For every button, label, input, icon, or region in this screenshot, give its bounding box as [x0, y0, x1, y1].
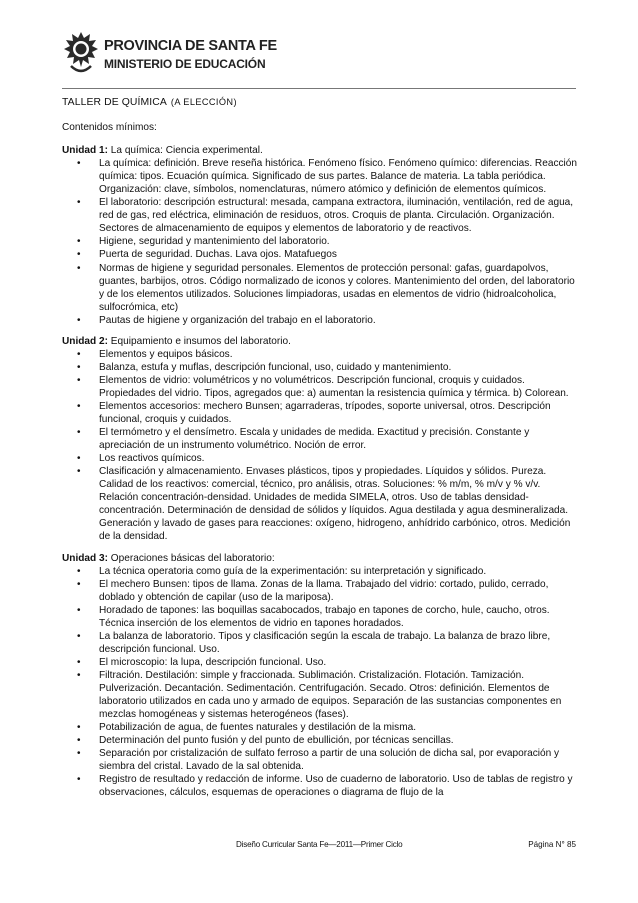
- list-item: • Higiene, seguridad y mantenimiento del laboratorio.: [62, 235, 582, 248]
- list-item: • Filtración. Destilación: simple y fraccionada. Sublimación. Cristalización. Flotación. Tamización. Pulverización. Decantación. Sedimentación. Centrifugación. Secado. Otros: definición. Elementos de laboratorio utilizados en cada uno y armado de equipos. Separación de las sustancias componentes en mezclas homogéneas y sistemas heterogéneos (fases).: [62, 669, 582, 721]
- page-title: [62, 96, 582, 109]
- list-item: • La balanza de laboratorio. Tipos y clasificación según la escala de trabajo. La balanza de brazo libre, descripción funcional. Uso.: [62, 630, 582, 656]
- unit-heading-text: Operaciones básicas del laboratorio:: [107, 552, 275, 564]
- unit-topic-list: [62, 157, 582, 327]
- list-item: • Elementos accesorios: mechero Bunsen; agarraderas, trípodes, soporte universal, otros. Descripción funcional, croquis y cuidados.: [62, 400, 582, 426]
- unit-topic-list: [62, 565, 582, 800]
- list-item: • Puerta de seguridad. Duchas. Lava ojos. Matafuegos: [62, 248, 582, 261]
- unit-heading-text: La química: Ciencia experimental.: [107, 145, 263, 157]
- list-item: • Pautas de higiene y organización del trabajo en el laboratorio.: [62, 314, 582, 327]
- list-item: • Balanza, estufa y muflas, descripción funcional, uso, cuidado y mantenimiento.: [62, 361, 582, 374]
- list-item: • El laboratorio: descripción estructural: mesada, campana extractora, iluminación, ventilación, red de agua, red de gas, red eléctrica, eliminación de residuos, otros. Croquis de planta. Circulación. Organización. Sectores de almacenamiento de equipos y elementos de laboratorio y de reactivos.: [62, 196, 582, 235]
- footer-document-title: Diseño Curricular Santa Fe—2011—Primer Ciclo: [236, 840, 403, 849]
- list-item: • Los reactivos químicos.: [62, 452, 582, 465]
- list-item: • El mechero Bunsen: tipos de llama. Zonas de la llama. Trabajado del vidrio: cortado, pulido, cerrado, doblado y obtención de capilar (uso de la mariposa).: [62, 578, 582, 604]
- header-logo: [62, 30, 277, 80]
- list-item: • El microscopio: la lupa, descripción funcional. Uso.: [62, 656, 582, 669]
- list-item: • El termómetro y el densímetro. Escala y unidades de medida. Exactitud y precisión. Constante y apreciación de un instrumento volumétrico. Noción de error.: [62, 426, 582, 452]
- document-body: [62, 96, 582, 807]
- provincia-emblem-icon: [62, 30, 100, 76]
- list-item: • Determinación del punto fusión y del punto de ebullición, por técnicas sencillas.: [62, 734, 582, 747]
- logo-ministry-name: MINISTERIO DE EDUCACIÓN: [104, 57, 266, 71]
- list-item: • Elementos de vidrio: volumétricos y no volumétricos. Descripción funcional, croquis y cuidados. Propiedades del vidrio. Tipos, agregados que: a) aumentan la resistencia química y térmica. b) Colorean.: [62, 374, 582, 400]
- list-item: • Elementos y equipos básicos.: [62, 348, 582, 361]
- unit-heading-text: Equipamiento e insumos del laboratorio.: [107, 335, 291, 347]
- logo-province-name: PROVINCIA DE SANTA FE: [104, 38, 277, 54]
- unit-section: [62, 144, 582, 327]
- unit-label: Unidad 2:: [62, 335, 108, 347]
- unit-label: Unidad 1:: [62, 145, 108, 157]
- unit-heading: [62, 144, 582, 157]
- unit-section: [62, 552, 582, 800]
- title-text: TALLER DE QUÍMICA: [62, 97, 167, 108]
- list-item: • La química: definición. Breve reseña histórica. Fenómeno físico. Fenómeno químico: diferencias. Reacción química: tipos. Ecuación química. Significado de sus partes. Balance de materia. La tabla periódica. Organización: clave, símbolos, nomenclaturas, número atómico y definición de elementos químicos.: [62, 157, 582, 196]
- unit-heading: [62, 335, 582, 348]
- list-item: • Registro de resultado y redacción de informe. Uso de cuaderno de laboratorio. Uso de tablas de registro y observaciones, cálculos, esquemas de operaciones o diagrama de flujo de la: [62, 773, 582, 799]
- unit-topic-list: [62, 348, 582, 544]
- footer-page-number: Página N° 85: [528, 840, 576, 849]
- list-item: • Potabilización de agua, de fuentes naturales y destilación de la misma.: [62, 721, 582, 734]
- list-item: • Normas de higiene y seguridad personales. Elementos de protección personal: gafas, guardapolvos, guantes, barbijos, otros. Código normalizado de iconos y colores. Mantenimiento del orden, del laboratorio y de los elementos utilizados. Soluciones limpiadoras, usadas en elementos de vidrio (hidroalcoholica, sulfocrómica, etc): [62, 262, 582, 314]
- title-subtitle: (A ELECCIÓN): [170, 97, 237, 107]
- list-item: • Clasificación y almacenamiento. Envases plásticos, tipos y propiedades. Líquidos y sólidos. Pureza. Calidad de los reactivos: comercial, técnico, pro análisis, otras. Soluciones: % m/m, % m/v y % v/v. Relación concentración-densidad. Unidades de medida SIMELA, otros. Uso de tablas densidad-concentración. Determinación de densidad de sólidos y líquidos. Agua destilada y agua desmineralizada. Generación y lavado de gases para reacciones: oxígeno, hidrogeno, anhídrido carbónico, otros. Medición de la densidad.: [62, 465, 582, 543]
- units-container: [62, 144, 582, 799]
- header-divider: [62, 88, 576, 89]
- unit-heading: [62, 552, 582, 565]
- list-item: • La técnica operatoria como guía de la experimentación: su interpretación y significado.: [62, 565, 582, 578]
- list-item: • Horadado de tapones: las boquillas sacabocados, trabajo en tapones de corcho, hule, caucho, otros. Técnica inserción de los elementos de vidrio en tapones horadados.: [62, 604, 582, 630]
- unit-section: [62, 335, 582, 544]
- list-item: • Separación por cristalización de sulfato ferroso a partir de una solución de dicha sal, por evaporación y siembra del cristal. Lavado de la sal obtenida.: [62, 747, 582, 773]
- intro-text: Contenidos mínimos:: [62, 122, 157, 134]
- unit-label: Unidad 3:: [62, 552, 108, 564]
